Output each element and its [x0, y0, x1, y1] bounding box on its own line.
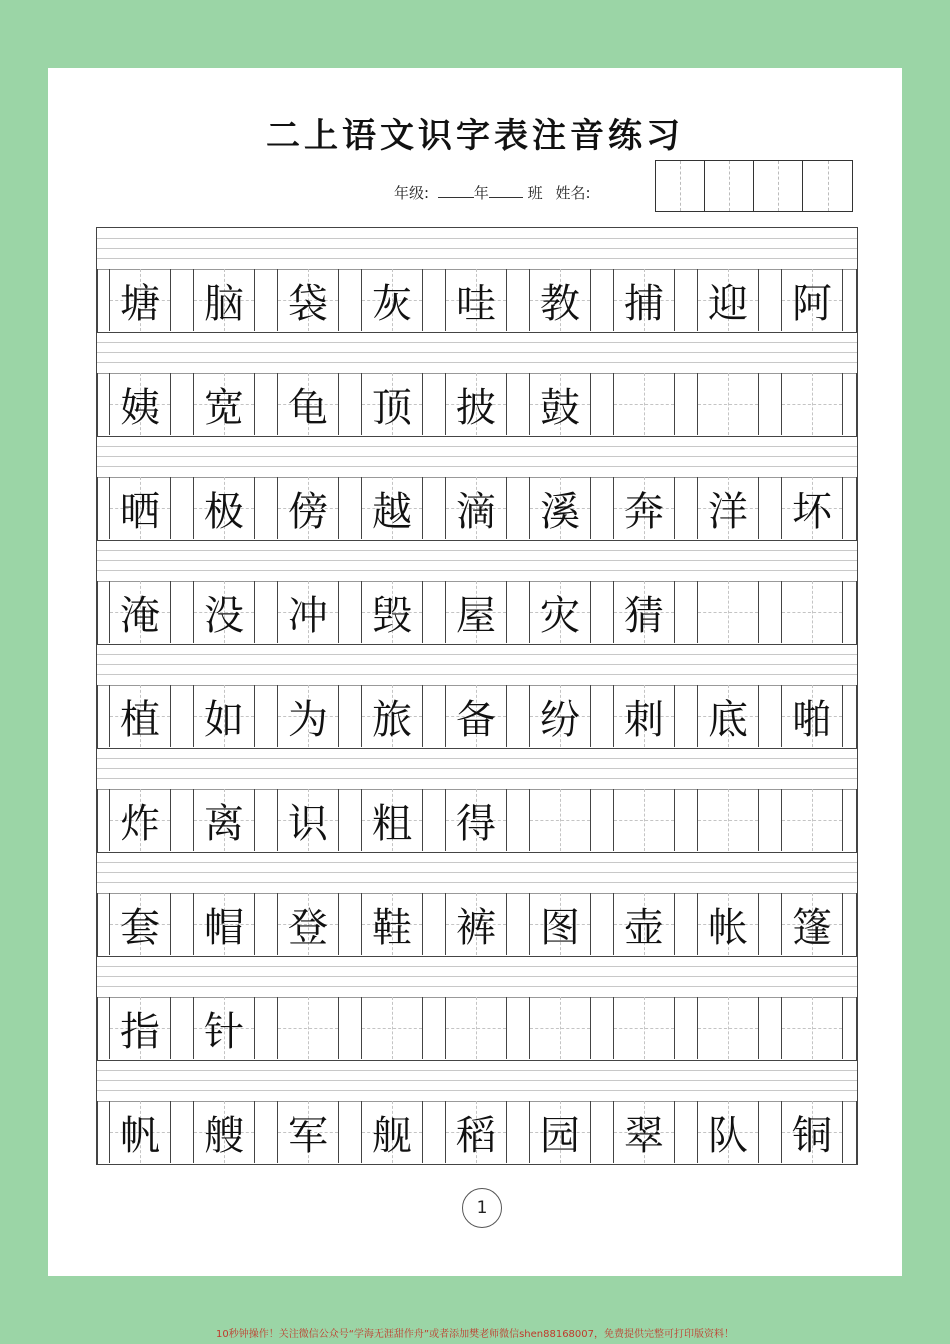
guide-line: [97, 1090, 857, 1091]
tianzige-cell[interactable]: [109, 789, 171, 851]
tianzige-cell[interactable]: [697, 685, 759, 747]
hanzi-char: 图: [540, 904, 580, 951]
tianzige-cell[interactable]: [613, 373, 675, 435]
guide-line: [97, 570, 857, 571]
pinyin-lines[interactable]: [97, 1060, 857, 1102]
tianzige-cell[interactable]: [445, 269, 507, 331]
tianzige-cell[interactable]: [613, 269, 675, 331]
tianzige-cell[interactable]: [445, 789, 507, 851]
guide-line: [97, 966, 857, 967]
hanzi-char: [530, 789, 590, 851]
hanzi-row: [97, 893, 857, 957]
row-edge: [856, 1101, 857, 1164]
guide-line: [97, 352, 857, 353]
tianzige-cell[interactable]: [109, 373, 171, 435]
hanzi-char: [530, 997, 590, 1059]
tianzige-cell[interactable]: [109, 893, 171, 955]
hanzi-char: 园: [540, 1112, 580, 1159]
hanzi-row: [97, 269, 857, 333]
tianzige-cell[interactable]: [445, 373, 507, 435]
tianzige-cell[interactable]: [529, 269, 591, 331]
hanzi-char: [698, 789, 758, 851]
hanzi-char: 帆: [120, 1112, 160, 1159]
guide-line: [97, 550, 857, 551]
hanzi-char: 舰: [372, 1112, 412, 1159]
page-number: 1: [462, 1188, 502, 1228]
tianzige-cell[interactable]: [697, 373, 759, 435]
guide-line: [97, 778, 857, 779]
tianzige-cell[interactable]: [781, 997, 843, 1059]
hanzi-char: 阿: [792, 280, 832, 327]
hanzi-char: 得: [456, 800, 496, 847]
hanzi-char: 宽: [204, 384, 244, 431]
class-label: 班: [527, 184, 543, 202]
hanzi-char: 刺: [624, 696, 664, 743]
guide-line: [97, 560, 857, 561]
grade-label: 年级:: [394, 184, 430, 202]
hanzi-char: 如: [204, 696, 244, 743]
grid-block: [97, 1060, 857, 1164]
hanzi-char: 教: [540, 280, 580, 327]
tianzige-cell[interactable]: [613, 1101, 675, 1163]
tianzige-cell[interactable]: [529, 789, 591, 851]
year-label: 年: [473, 184, 489, 202]
tianzige-cell[interactable]: [109, 1101, 171, 1163]
tianzige-cell[interactable]: [277, 477, 339, 539]
hanzi-row: [97, 997, 857, 1061]
hanzi-char: 姨: [120, 384, 160, 431]
guide-line: [97, 1080, 857, 1081]
hanzi-char: 帐: [708, 904, 748, 951]
hanzi-char: 队: [708, 1112, 748, 1159]
hanzi-row: [97, 789, 857, 853]
row-edge: [97, 685, 98, 748]
tianzige-cell[interactable]: [193, 477, 255, 539]
tianzige-cell[interactable]: [697, 269, 759, 331]
pinyin-lines[interactable]: [97, 644, 857, 686]
tianzige-cell[interactable]: [529, 1101, 591, 1163]
tianzige-cell[interactable]: [697, 789, 759, 851]
tianzige-cell[interactable]: [529, 581, 591, 643]
page-title: 二上语文识字表注音练习: [266, 116, 684, 156]
grid-block: [97, 332, 857, 436]
tianzige-cell[interactable]: [529, 997, 591, 1059]
grid-block: [97, 644, 857, 748]
name-box[interactable]: [656, 161, 705, 211]
row-edge: [856, 269, 857, 332]
row-edge: [856, 893, 857, 956]
tianzige-cell[interactable]: [193, 581, 255, 643]
tianzige-cell[interactable]: [361, 477, 423, 539]
tianzige-cell[interactable]: [445, 581, 507, 643]
hanzi-char: 艘: [204, 1112, 244, 1159]
hanzi-char: 迎: [708, 280, 748, 327]
hanzi-char: 帽: [204, 904, 244, 951]
tianzige-cell[interactable]: [193, 269, 255, 331]
grid-block: [97, 540, 857, 644]
guide-line: [97, 654, 857, 655]
hanzi-char: 底: [708, 696, 748, 743]
worksheet-paper: [48, 68, 902, 1276]
row-edge: [97, 789, 98, 852]
hanzi-char: 溪: [540, 488, 580, 535]
tianzige-cell[interactable]: [277, 997, 339, 1059]
hanzi-char: 毁: [372, 592, 412, 639]
hanzi-char: 鼓: [540, 384, 580, 431]
tianzige-cell[interactable]: [193, 685, 255, 747]
hanzi-char: 淹: [120, 592, 160, 639]
guide-line: [97, 986, 857, 987]
pinyin-lines[interactable]: [97, 852, 857, 894]
row-edge: [856, 789, 857, 852]
tianzige-cell[interactable]: [781, 1101, 843, 1163]
student-info: [394, 182, 591, 203]
guide-line: [97, 674, 857, 675]
guide-line: [97, 664, 857, 665]
tianzige-cell[interactable]: [109, 997, 171, 1059]
tianzige-cell[interactable]: [361, 685, 423, 747]
grid-block: [97, 228, 857, 332]
row-edge: [856, 581, 857, 644]
hanzi-row: [97, 477, 857, 541]
tianzige-cell[interactable]: [613, 997, 675, 1059]
tianzige-cell[interactable]: [781, 581, 843, 643]
grid-block: [97, 956, 857, 1060]
pinyin-lines[interactable]: [97, 228, 857, 270]
hanzi-row: [97, 1101, 857, 1165]
tianzige-cell[interactable]: [361, 789, 423, 851]
name-label: 姓名:: [555, 184, 591, 202]
tianzige-cell[interactable]: [781, 373, 843, 435]
tianzige-cell[interactable]: [193, 893, 255, 955]
tianzige-cell[interactable]: [529, 893, 591, 955]
tianzige-cell[interactable]: [277, 373, 339, 435]
guide-line: [97, 258, 857, 259]
hanzi-char: 傍: [288, 488, 328, 535]
tianzige-cell[interactable]: [697, 997, 759, 1059]
hanzi-char: 铜: [792, 1112, 832, 1159]
guide-line: [97, 862, 857, 863]
hanzi-char: 顶: [372, 384, 412, 431]
hanzi-char: 啪: [792, 696, 832, 743]
hanzi-char: [782, 581, 842, 643]
row-edge: [97, 997, 98, 1060]
tianzige-cell[interactable]: [613, 893, 675, 955]
tianzige-cell[interactable]: [697, 1101, 759, 1163]
hanzi-row: [97, 581, 857, 645]
tianzige-cell[interactable]: [697, 893, 759, 955]
hanzi-char: 塘: [120, 280, 160, 327]
hanzi-char: 识: [288, 800, 328, 847]
hanzi-char: [782, 373, 842, 435]
hanzi-char: 坏: [792, 488, 832, 535]
name-box[interactable]: [705, 161, 754, 211]
row-edge: [97, 581, 98, 644]
tianzige-cell[interactable]: [613, 685, 675, 747]
hanzi-char: 极: [204, 488, 244, 535]
hanzi-char: 稻: [456, 1112, 496, 1159]
tianzige-cell[interactable]: [781, 685, 843, 747]
tianzige-cell[interactable]: [277, 1101, 339, 1163]
tianzige-cell[interactable]: [277, 789, 339, 851]
hanzi-char: 灰: [372, 280, 412, 327]
row-edge: [97, 269, 98, 332]
row-edge: [97, 893, 98, 956]
name-box[interactable]: [754, 161, 803, 211]
tianzige-cell[interactable]: [445, 997, 507, 1059]
grid-block: [97, 852, 857, 956]
tianzige-cell[interactable]: [529, 373, 591, 435]
hanzi-char: 脑: [204, 280, 244, 327]
tianzige-cell[interactable]: [109, 269, 171, 331]
tianzige-cell[interactable]: [445, 1101, 507, 1163]
name-box[interactable]: [803, 161, 852, 211]
class-blank[interactable]: [489, 185, 523, 198]
tianzige-cell[interactable]: [529, 477, 591, 539]
hanzi-char: 龟: [288, 384, 328, 431]
tianzige-cell[interactable]: [613, 477, 675, 539]
hanzi-char: [698, 997, 758, 1059]
tianzige-cell[interactable]: [277, 269, 339, 331]
guide-line: [97, 362, 857, 363]
guide-line: [97, 446, 857, 447]
tianzige-cell[interactable]: [529, 685, 591, 747]
guide-line: [97, 456, 857, 457]
hanzi-row: [97, 685, 857, 749]
row-edge: [856, 685, 857, 748]
pinyin-lines[interactable]: [97, 436, 857, 478]
guide-line: [97, 1070, 857, 1071]
hanzi-char: [614, 789, 674, 851]
guide-line: [97, 466, 857, 467]
hanzi-char: [446, 997, 506, 1059]
grid-block: [97, 436, 857, 540]
row-edge: [856, 373, 857, 436]
hanzi-char: 旅: [372, 696, 412, 743]
tianzige-cell[interactable]: [613, 789, 675, 851]
tianzige-cell[interactable]: [361, 997, 423, 1059]
tianzige-cell[interactable]: [361, 581, 423, 643]
pinyin-lines[interactable]: [97, 332, 857, 374]
guide-line: [97, 872, 857, 873]
tianzige-cell[interactable]: [193, 789, 255, 851]
hanzi-char: [278, 997, 338, 1059]
hanzi-char: 指: [120, 1008, 160, 1055]
guide-line: [97, 768, 857, 769]
hanzi-char: 捕: [624, 280, 664, 327]
hanzi-char: 翠: [624, 1112, 664, 1159]
hanzi-char: 纷: [540, 696, 580, 743]
guide-line: [97, 248, 857, 249]
guide-line: [97, 976, 857, 977]
hanzi-char: [698, 373, 758, 435]
hanzi-char: 滴: [456, 488, 496, 535]
tianzige-cell[interactable]: [277, 893, 339, 955]
hanzi-char: 越: [372, 488, 412, 535]
hanzi-char: 猜: [624, 592, 664, 639]
hanzi-char: 备: [456, 696, 496, 743]
tianzige-cell[interactable]: [277, 581, 339, 643]
hanzi-char: [614, 997, 674, 1059]
tianzige-cell[interactable]: [697, 581, 759, 643]
hanzi-char: 披: [456, 384, 496, 431]
hanzi-char: 屋: [456, 592, 496, 639]
tianzige-cell[interactable]: [361, 1101, 423, 1163]
hanzi-char: 没: [204, 592, 244, 639]
tianzige-cell[interactable]: [277, 685, 339, 747]
tianzige-cell[interactable]: [109, 685, 171, 747]
character-grid: [96, 227, 858, 1165]
hanzi-char: 冲: [288, 592, 328, 639]
hanzi-char: 炸: [120, 800, 160, 847]
hanzi-char: 袋: [288, 280, 328, 327]
hanzi-char: 粗: [372, 800, 412, 847]
pinyin-lines[interactable]: [97, 748, 857, 790]
hanzi-row: [97, 373, 857, 437]
guide-line: [97, 238, 857, 239]
tianzige-cell[interactable]: [781, 789, 843, 851]
tianzige-cell[interactable]: [361, 373, 423, 435]
guide-line: [97, 758, 857, 759]
hanzi-char: [782, 997, 842, 1059]
tianzige-cell[interactable]: [697, 477, 759, 539]
row-edge: [97, 373, 98, 436]
hanzi-char: 奔: [624, 488, 664, 535]
hanzi-char: 套: [120, 904, 160, 951]
hanzi-char: [362, 997, 422, 1059]
pinyin-lines[interactable]: [97, 956, 857, 998]
tianzige-cell[interactable]: [193, 1101, 255, 1163]
hanzi-char: [698, 581, 758, 643]
pinyin-lines[interactable]: [97, 540, 857, 582]
tianzige-cell[interactable]: [109, 581, 171, 643]
tianzige-cell[interactable]: [445, 477, 507, 539]
tianzige-cell[interactable]: [613, 581, 675, 643]
hanzi-char: 针: [204, 1008, 244, 1055]
row-edge: [97, 477, 98, 540]
hanzi-char: 哇: [456, 280, 496, 327]
hanzi-char: 晒: [120, 488, 160, 535]
row-edge: [856, 997, 857, 1060]
tianzige-cell[interactable]: [193, 997, 255, 1059]
guide-line: [97, 882, 857, 883]
tianzige-cell[interactable]: [445, 893, 507, 955]
grade-blank[interactable]: [438, 185, 474, 198]
hanzi-char: 灾: [540, 592, 580, 639]
tianzige-cell[interactable]: [361, 269, 423, 331]
row-edge: [97, 1101, 98, 1164]
hanzi-char: 植: [120, 696, 160, 743]
tianzige-cell[interactable]: [781, 269, 843, 331]
tianzige-cell[interactable]: [445, 685, 507, 747]
row-edge: [856, 477, 857, 540]
tianzige-cell[interactable]: [193, 373, 255, 435]
guide-line: [97, 342, 857, 343]
hanzi-char: 壶: [624, 904, 664, 951]
grid-block: [97, 748, 857, 852]
tianzige-cell[interactable]: [781, 893, 843, 955]
tianzige-cell[interactable]: [781, 477, 843, 539]
hanzi-char: 登: [288, 904, 328, 951]
hanzi-char: 洋: [708, 488, 748, 535]
hanzi-char: 为: [288, 696, 328, 743]
tianzige-cell[interactable]: [109, 477, 171, 539]
name-boxes[interactable]: [655, 160, 853, 212]
hanzi-char: 鞋: [372, 904, 412, 951]
hanzi-char: 篷: [792, 904, 832, 951]
hanzi-char: [614, 373, 674, 435]
hanzi-char: 离: [204, 800, 244, 847]
hanzi-char: [782, 789, 842, 851]
hanzi-char: 军: [288, 1112, 328, 1159]
footer-note: 10秒钟操作！关注微信公众号“学海无涯甜作舟”或者添加樊老师微信shen88168007，免费提供完整可打印版资料！: [215, 1329, 735, 1340]
tianzige-cell[interactable]: [361, 893, 423, 955]
hanzi-char: 裤: [456, 904, 496, 951]
